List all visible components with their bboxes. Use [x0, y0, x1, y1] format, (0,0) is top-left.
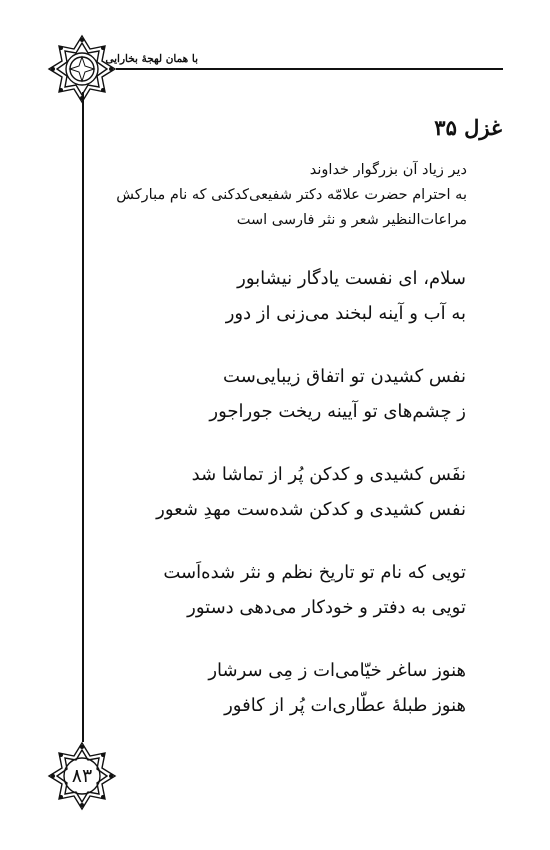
- dedication: [116, 158, 467, 233]
- stanza: [156, 457, 466, 527]
- verse-line: تویی که نام تو تاریخ نظم و نثر شده‌اَست: [163, 562, 466, 583]
- verse-line: هنوز ساغر خیّامی‌ات ز مِی سرشار: [208, 660, 466, 681]
- page-number: ۸۳: [71, 765, 93, 787]
- stanza: [156, 653, 466, 723]
- verse-line: به آب و آینه لبخند می‌زنی از دور: [225, 303, 466, 324]
- verse-line: ز چشم‌های تو آیینه ریخت جوراجور: [209, 401, 466, 422]
- stanza: [156, 261, 466, 331]
- dedication-line: مراعات‌النظیر شعر و نثر فارسی است: [236, 212, 467, 228]
- verse-line: هنوز طبلهٔ عطّاری‌ات پُر از کافور: [224, 695, 466, 716]
- poem-title: غزل ۳۵: [434, 115, 502, 140]
- rosette-ornament-icon: [47, 34, 117, 104]
- verse-line: نفس کشیدن تو اتفاق زیبایی‌ست: [223, 366, 466, 387]
- dedication-line: دیر زیاد آن بزرگوار خداوند: [309, 162, 467, 178]
- header-rule: [116, 68, 503, 70]
- verse-line: سلام، ای نفست یادگار نیشابور: [237, 268, 466, 289]
- verse-line: تویی به دفتر و خودکار می‌دهی دستور: [187, 597, 466, 618]
- poem-body: [156, 261, 466, 751]
- stanza: [156, 359, 466, 429]
- running-head: با همان لهجهٔ بخارایی: [105, 53, 198, 65]
- verse-line: نفَس کشیدی و کدکن پُر از تماشا شد: [191, 464, 466, 485]
- dedication-line: به احترام حضرت علامّه دکتر شفیعی‌کدکنی که نام مبارکش: [116, 187, 467, 203]
- margin-rule: [82, 92, 84, 742]
- verse-line: نفس کشیدی و کدکن شده‌ست مهدِ شعور: [156, 499, 466, 520]
- stanza: [156, 555, 466, 625]
